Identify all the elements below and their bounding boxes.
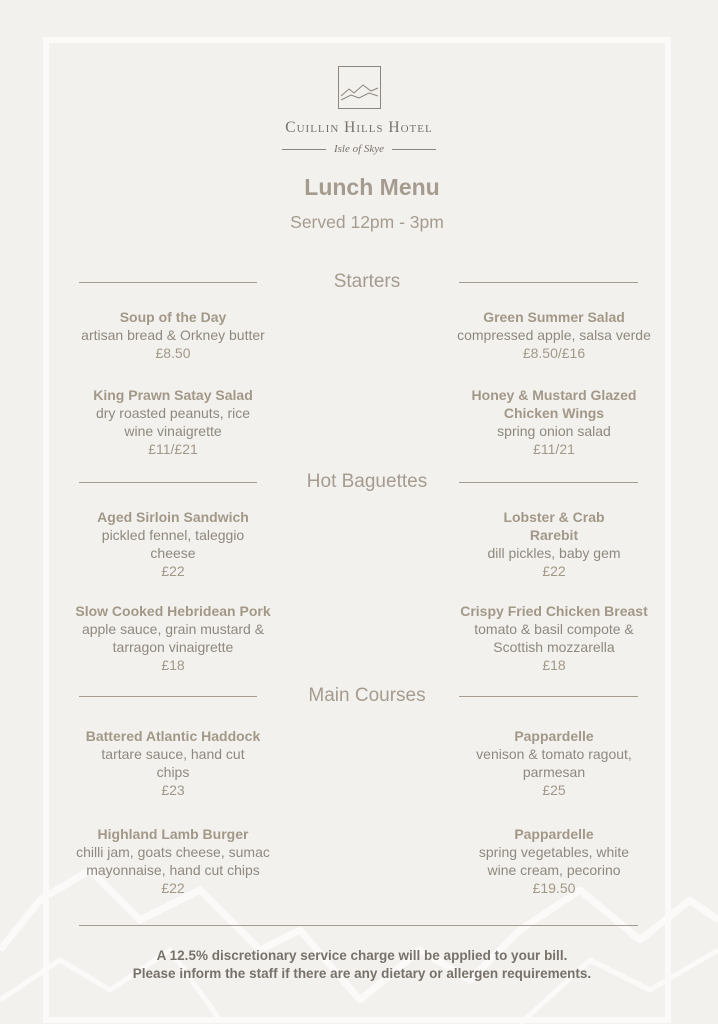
menu-item <box>444 508 664 580</box>
menu-item <box>63 602 283 674</box>
item-description: tarragon vinaigrette <box>112 639 234 655</box>
item-price: £8.50/£16 <box>522 345 586 361</box>
divider <box>392 149 436 150</box>
item-name: Highland Lamb Burger <box>97 826 249 842</box>
hotel-name: Cuillin Hills Hotel <box>285 119 433 136</box>
footer-notice <box>0 947 718 983</box>
item-name: Green Summer Salad <box>483 309 625 325</box>
item-name: Slow Cooked Hebridean Pork <box>75 603 271 619</box>
item-name: Lobster & Crab <box>503 509 605 525</box>
menu-item <box>444 386 664 458</box>
hotel-location-row <box>0 141 718 157</box>
service-charge-note: A 12.5% discretionary service charge will be applied to your bill. <box>156 948 568 963</box>
item-description: dill pickles, baby gem <box>487 545 621 561</box>
menu-item <box>444 308 664 362</box>
item-price: £19.50 <box>532 880 576 896</box>
item-description: wine cream, pecorino <box>487 862 621 878</box>
section-title: Starters <box>333 271 401 292</box>
item-price: £18 <box>161 657 185 673</box>
item-name: Crispy Fried Chicken Breast <box>460 603 648 619</box>
item-description: mayonnaise, hand cut chips <box>86 862 260 878</box>
item-description: dry roasted peanuts, rice <box>95 405 251 421</box>
item-description: cheese <box>150 545 196 561</box>
menu-item <box>444 727 664 799</box>
item-price: £11/£21 <box>148 441 198 457</box>
item-description: chips <box>156 764 190 780</box>
item-description: spring vegetables, white <box>478 844 630 860</box>
page-title: Lunch Menu <box>304 174 440 200</box>
item-price: £22 <box>161 563 185 579</box>
item-name: Soup of the Day <box>119 309 227 325</box>
item-name: Pappardelle <box>514 826 594 842</box>
menu-item <box>63 825 283 897</box>
section-heading-mains <box>0 685 718 709</box>
item-price: £11/21 <box>533 441 575 457</box>
allergen-note: Please inform the staff if there are any dietary or allergen requirements. <box>132 966 592 981</box>
item-description: chilli jam, goats cheese, sumac <box>76 844 270 860</box>
hotel-location: Isle of Skye <box>333 143 385 155</box>
item-description: Scottish mozzarella <box>493 639 615 655</box>
item-description: artisan bread & Orkney butter <box>81 327 265 343</box>
menu-item <box>63 308 283 362</box>
item-description: spring onion salad <box>497 423 611 439</box>
menu-item <box>444 825 664 897</box>
item-description: compressed apple, salsa verde <box>457 327 651 343</box>
served-hours: Served 12pm - 3pm <box>290 212 444 232</box>
item-name: Battered Atlantic Haddock <box>85 728 261 744</box>
item-name: King Prawn Satay Salad <box>93 387 253 403</box>
item-description: parmesan <box>522 764 586 780</box>
item-description: tartare sauce, hand cut <box>101 746 245 762</box>
item-price: £25 <box>542 782 566 798</box>
item-price: £22 <box>542 563 566 579</box>
item-description: venison & tomato ragout, <box>476 746 632 762</box>
item-price: £23 <box>161 782 185 798</box>
item-description: apple sauce, grain mustard & <box>81 621 265 637</box>
item-name: Aged Sirloin Sandwich <box>97 509 249 525</box>
item-name: Pappardelle <box>514 728 594 744</box>
divider <box>282 149 326 150</box>
item-name: Honey & Mustard Glazed <box>471 387 637 403</box>
menu-item <box>63 386 283 458</box>
section-heading-baguettes <box>0 471 718 495</box>
hotel-logo-icon <box>338 66 381 109</box>
item-name: Rarebit <box>529 527 579 543</box>
section-title: Hot Baguettes <box>306 471 428 492</box>
section-heading-starters <box>0 271 718 295</box>
menu-item <box>63 727 283 799</box>
item-description: tomato & basil compote & <box>474 621 634 637</box>
menu-item <box>63 508 283 580</box>
item-price: £8.50 <box>155 345 191 361</box>
item-price: £22 <box>161 880 185 896</box>
item-description: wine vinaigrette <box>124 423 222 439</box>
menu-item <box>444 602 664 674</box>
item-name: Chicken Wings <box>503 405 605 421</box>
section-title: Main Courses <box>308 685 426 706</box>
item-price: £18 <box>542 657 566 673</box>
item-description: pickled fennel, taleggio <box>101 527 245 543</box>
divider <box>79 925 638 926</box>
